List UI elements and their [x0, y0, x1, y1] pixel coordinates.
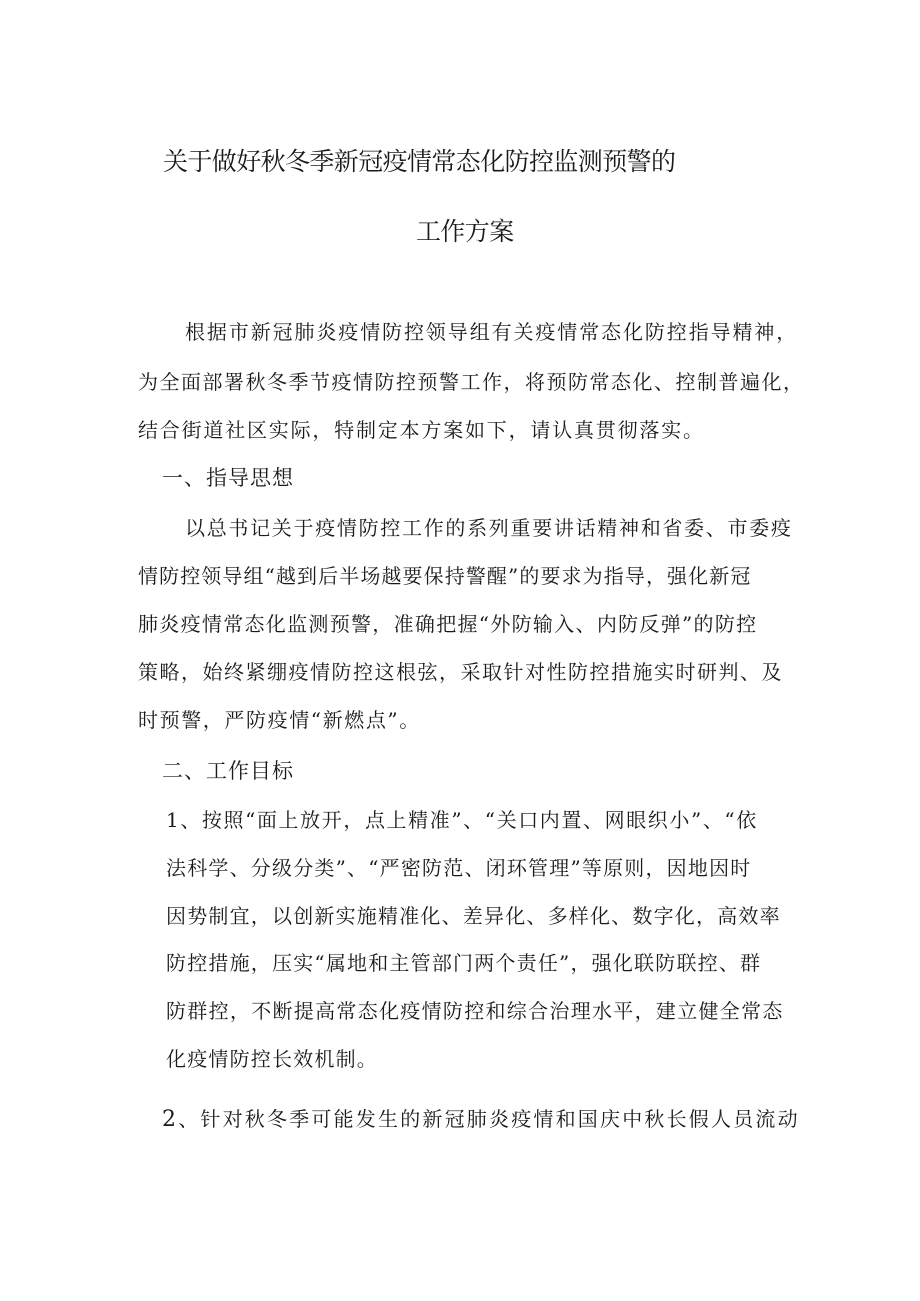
goal1-paragraph-line: 1、按照“面上放开，点上精准”、“关口内置、网眼织小”、“依: [166, 808, 758, 832]
intro-paragraph-line: 根据市新冠肺炎疫情防控领导组有关疫情常态化防控指导精神，: [185, 320, 799, 344]
goal1-paragraph-line: 化疫情防控长效机制。: [166, 1047, 378, 1071]
goal1-paragraph-line: 法科学、分级分类”、“严密防范、闭环管理”等原则，因地因时: [166, 856, 752, 880]
section1-paragraph-line: 以总书记关于疫情防控工作的系列重要讲话精神和省委、市委疫: [185, 516, 793, 540]
document-title-line-2: 工作方案: [416, 217, 514, 246]
goal1-paragraph-line: 因势制宜，以创新实施精准化、差异化、多样化、数字化，高效率: [166, 904, 781, 928]
goal2-number: 2: [162, 1107, 179, 1132]
goal1-paragraph-line: 防控措施，压实“属地和主管部门两个责任”，强化联防联控、群: [166, 951, 762, 975]
section-heading-work-goals: 二、工作目标: [162, 759, 294, 783]
section-heading-guiding-ideology: 一、指导思想: [162, 466, 294, 490]
goal2-paragraph-line: [162, 1109, 800, 1131]
section1-paragraph-line: 时预警，严防疫情“新燃点”。: [138, 708, 421, 732]
intro-paragraph-line: 结合街道社区实际，特制定本方案如下，请认真贯彻落实。: [138, 418, 705, 442]
document-title-line-1: 关于做好秋冬季新冠疫情常态化防控监测预警的: [163, 147, 676, 176]
goal1-paragraph-line: 防群控，不断提高常态化疫情防控和综合治理水平，建立健全常态: [166, 999, 784, 1023]
intro-paragraph-line: 为全面部署秋冬季节疫情防控预警工作，将预防常态化、控制普遍化，: [138, 370, 805, 394]
goal2-line-text: 、针对秋冬季可能发生的新冠肺炎疫情和国庆中秋长假人员流动: [178, 1107, 800, 1131]
section1-paragraph-line: 策略，始终紧绷疫情防控这根弦，采取针对性防控措施实时研判、及: [138, 660, 783, 684]
section1-paragraph-line: 情防控领导组“越到后半场越要保持警醒”的要求为指导，强化新冠: [138, 564, 752, 588]
section1-paragraph-line: 肺炎疫情常态化监测预警，准确把握“外防输入、内防反弹”的防控: [138, 612, 758, 636]
